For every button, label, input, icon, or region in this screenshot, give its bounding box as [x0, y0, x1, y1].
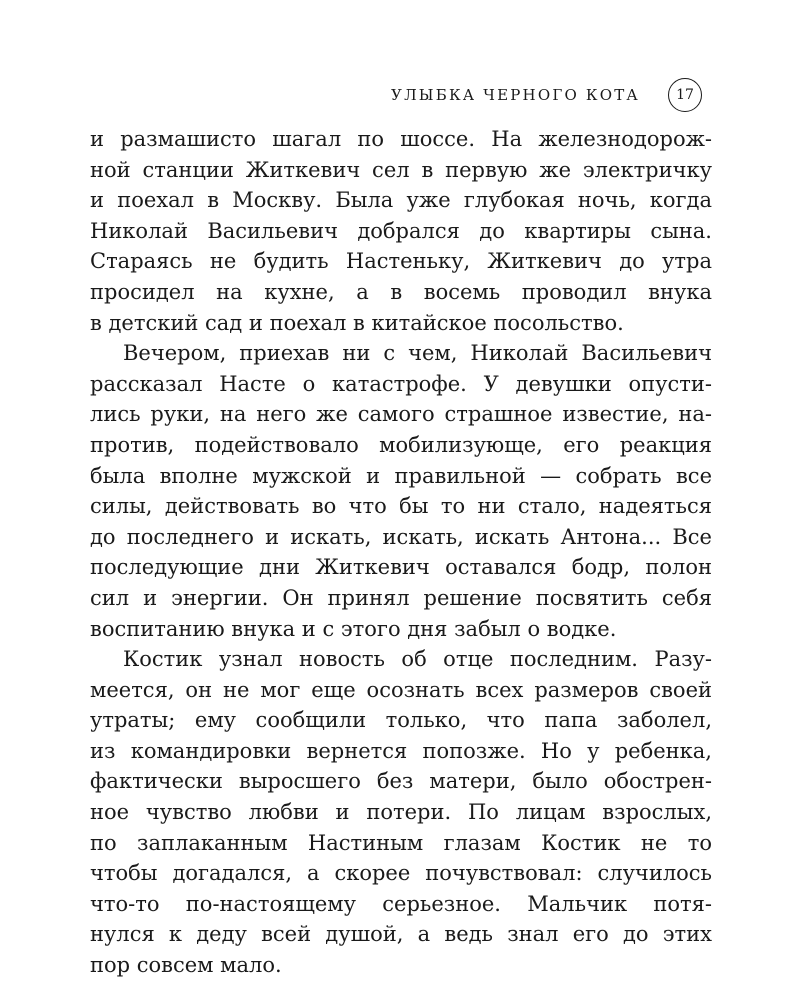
text-line: и поехал в Москву. Была уже глубокая ночь, когда: [90, 188, 712, 213]
text-line: из командировки вернется попозже. Но у ребенка,: [90, 738, 712, 763]
text-line: Костик узнал новость об отце последним. Разу-: [123, 647, 712, 672]
text-line: силы, действовать во что бы то ни стало, надеяться: [90, 494, 712, 519]
text-line: пор совсем мало.: [90, 953, 282, 978]
text-line: что-то по-настоящему серьезное. Мальчик потя-: [90, 891, 712, 916]
text-line: чтобы догадался, а скорее почувствовал: случилось: [90, 861, 712, 886]
paragraph-1: [90, 124, 712, 338]
text-line: по заплаканным Настиным глазам Костик не то: [90, 830, 712, 855]
book-text: [90, 124, 712, 981]
text-line: сил и энергии. Он принял решение посвятить себя: [90, 585, 712, 610]
text-line: ной станции Житкевич сел в первую же электричку: [90, 157, 712, 182]
text-line: последующие дни Житкевич оставался бодр, полон: [90, 555, 712, 580]
text-line: Стараясь не будить Настеньку, Житкевич до утра: [90, 249, 712, 274]
text-line: воспитанию внука и с этого дня забыл о водке.: [90, 616, 617, 641]
text-line: Николай Васильевич добрался до квартиры сына.: [90, 218, 712, 243]
text-line: была вполне мужской и правильной — собрать все: [90, 463, 712, 488]
text-line: в детский сад и поехал в китайское посольство.: [90, 310, 624, 335]
text-line: и размашисто шагал по шоссе. На железнодорож-: [90, 127, 712, 151]
text-line: до последнего и искать, искать, искать Антона... Все: [90, 524, 712, 549]
running-head: [391, 78, 702, 112]
text-line: ное чувство любви и потери. По лицам взрослых,: [90, 800, 712, 825]
page-number: 17: [668, 78, 702, 112]
text-line: просидел на кухне, а в восемь проводил внука: [90, 279, 712, 304]
text-line: фактически выросшего без матери, было обострен-: [90, 769, 712, 794]
paragraph-2: [90, 338, 712, 644]
text-line: против, подействовало мобилизующе, его реакция: [90, 432, 712, 457]
paragraph-3: [90, 644, 712, 981]
text-line: утраты; ему сообщили только, что папа заболел,: [90, 708, 712, 733]
text-line: нулся к деду всей душой, а ведь знал его до этих: [90, 922, 712, 947]
running-title: УЛЫБКА ЧЕРНОГО КОТА: [391, 85, 640, 104]
text-line: Вечером, приехав ни с чем, Николай Васильевич: [123, 341, 712, 366]
text-line: рассказал Насте о катастрофе. У девушки опусти-: [90, 371, 712, 396]
text-line: лись руки, на него же самого страшное известие, на-: [90, 402, 712, 427]
text-line: меется, он не мог еще осознать всех размеров своей: [90, 677, 712, 702]
